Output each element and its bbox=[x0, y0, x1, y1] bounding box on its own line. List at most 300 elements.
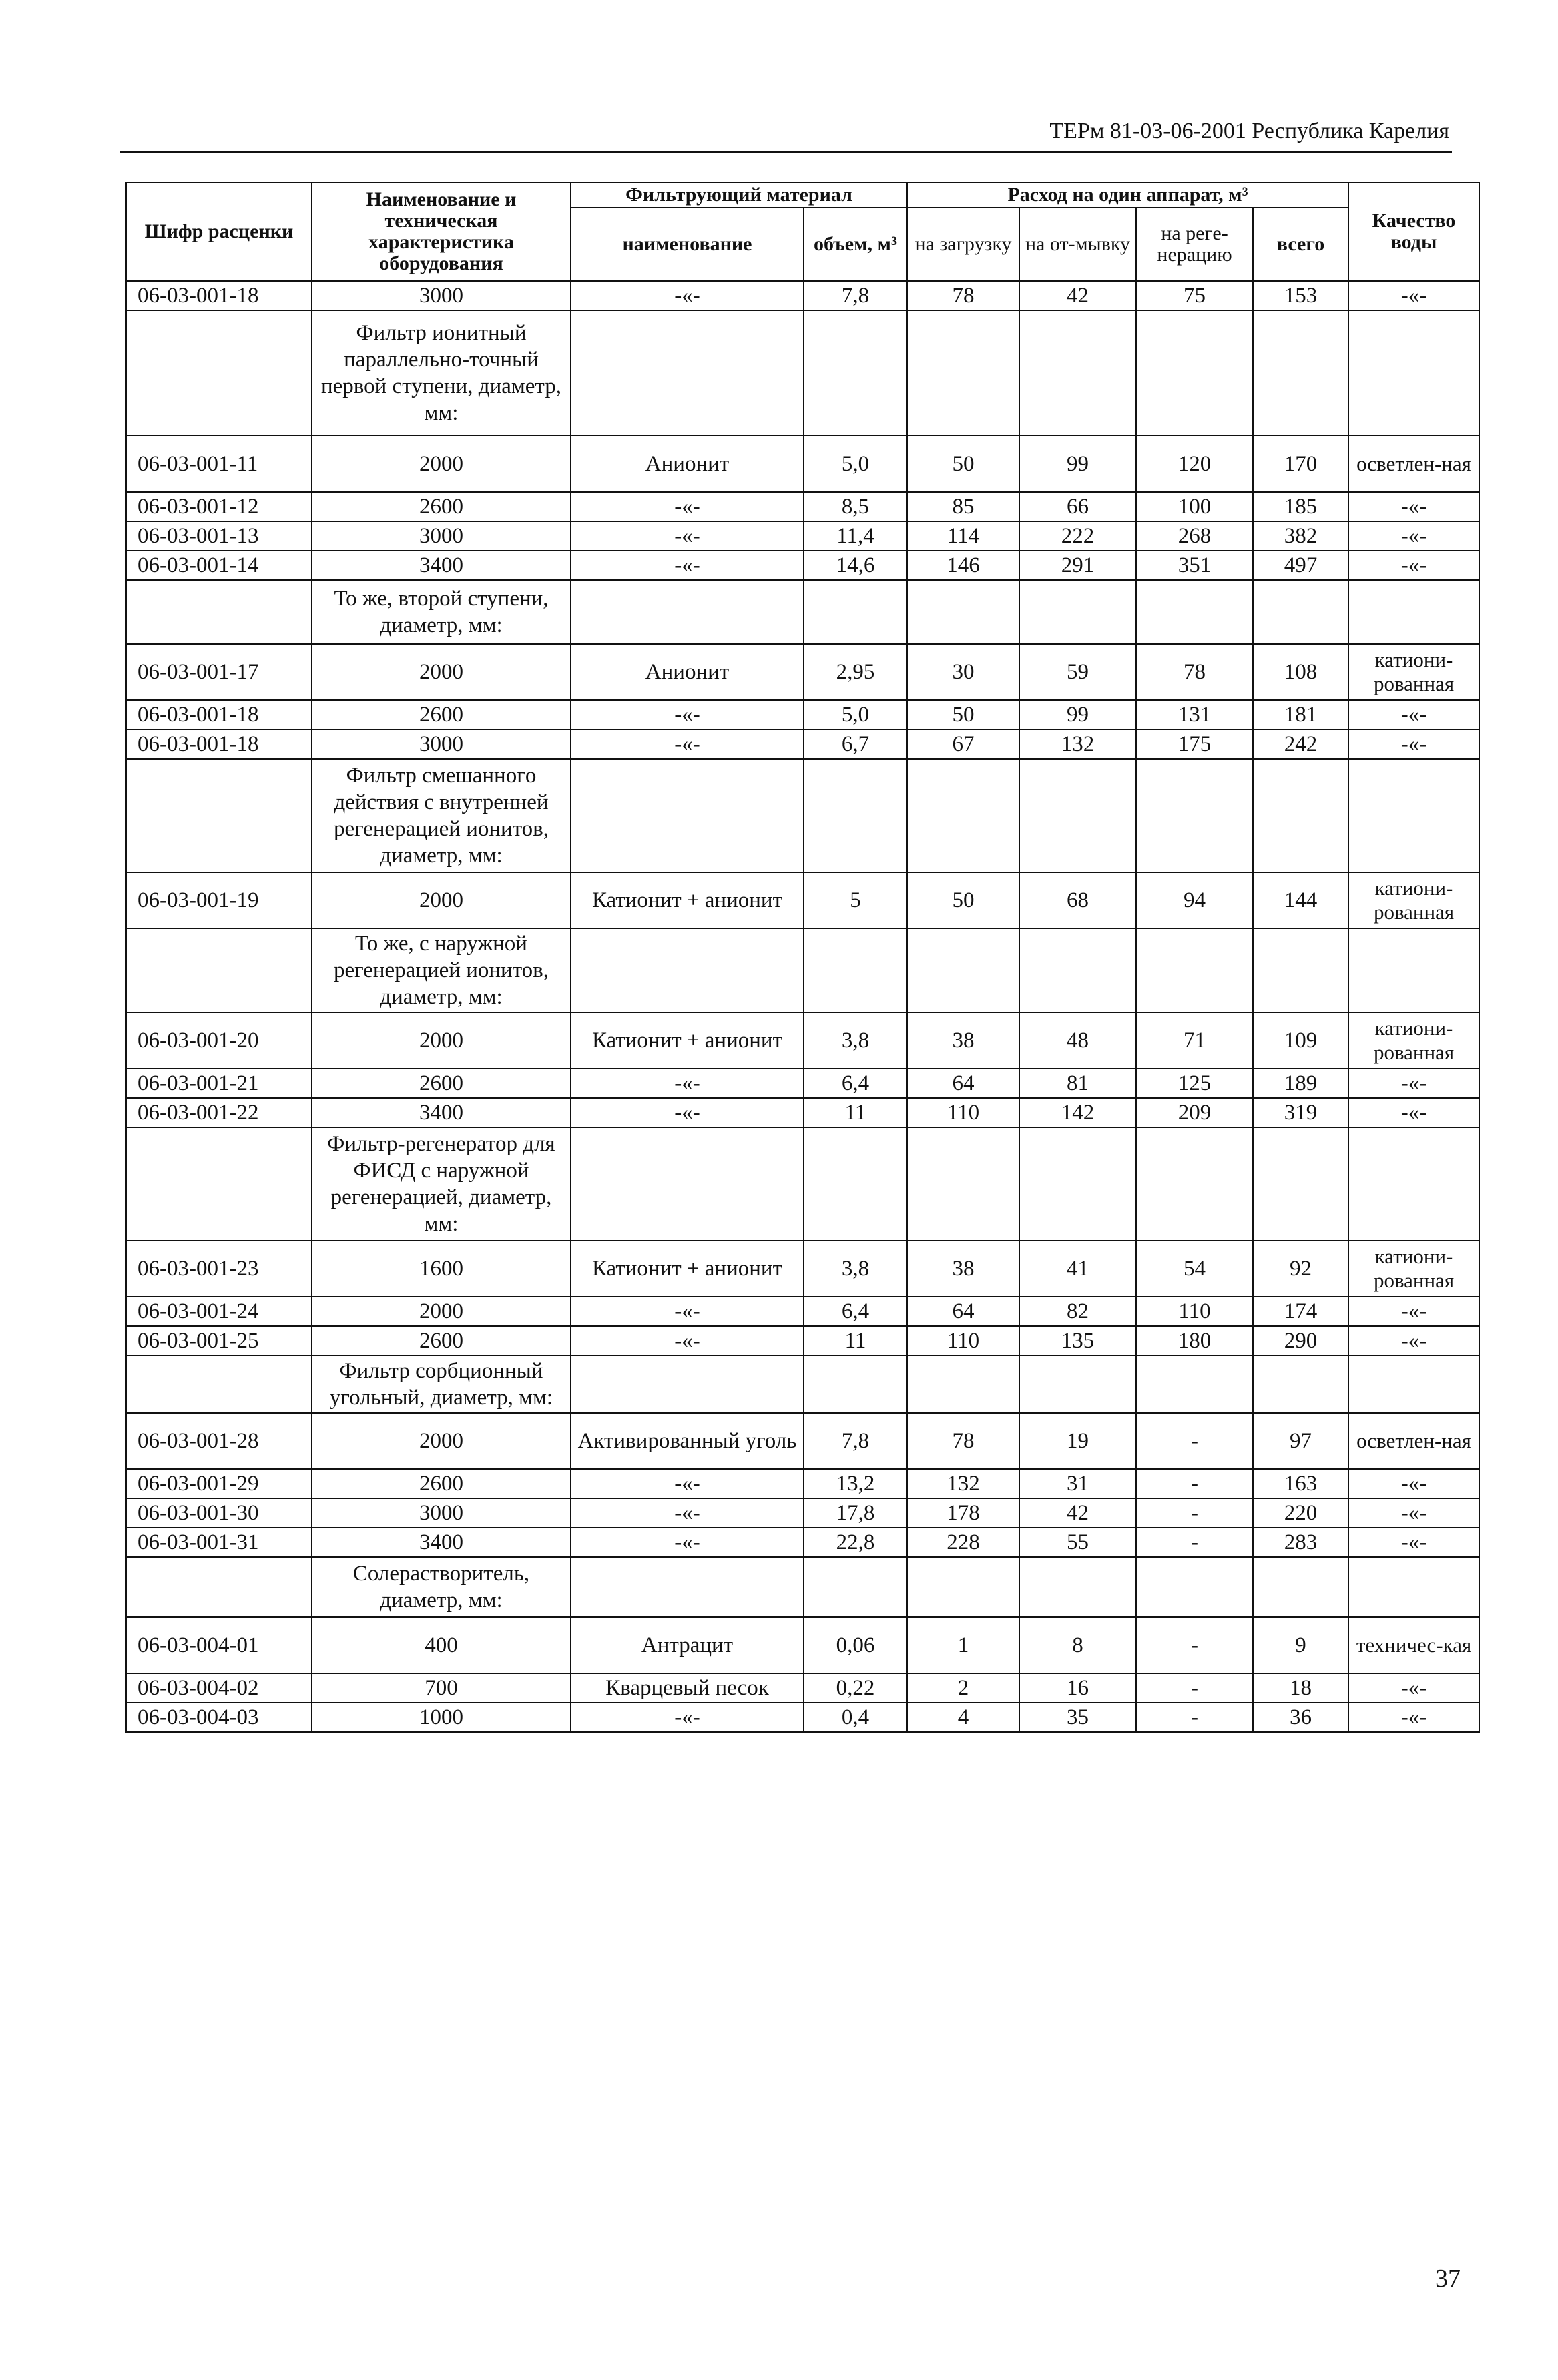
empty-cell bbox=[126, 580, 312, 644]
cell-code: 06-03-001-21 bbox=[126, 1069, 312, 1098]
empty-cell bbox=[571, 759, 804, 872]
table-row bbox=[126, 729, 1479, 759]
cell-total: 170 bbox=[1253, 436, 1348, 492]
cell-regen: 125 bbox=[1136, 1069, 1253, 1098]
cell-material: Катионит + анионит bbox=[571, 872, 804, 928]
cell-code: 06-03-004-02 bbox=[126, 1673, 312, 1703]
empty-cell bbox=[1348, 928, 1479, 1012]
empty-cell bbox=[126, 928, 312, 1012]
cell-total: 283 bbox=[1253, 1528, 1348, 1557]
cell-regen: 120 bbox=[1136, 436, 1253, 492]
cell-volume: 0,22 bbox=[804, 1673, 907, 1703]
cell-code: 06-03-001-28 bbox=[126, 1413, 312, 1469]
cell-regen: 78 bbox=[1136, 644, 1253, 700]
cell-code: 06-03-001-19 bbox=[126, 872, 312, 928]
cell-volume: 22,8 bbox=[804, 1528, 907, 1557]
section-title: Солерастворитель, диаметр, мм: bbox=[312, 1557, 571, 1617]
page-header bbox=[120, 113, 1452, 153]
cell-quality: осветлен-ная bbox=[1348, 436, 1479, 492]
cell-regen: - bbox=[1136, 1673, 1253, 1703]
cell-code: 06-03-004-03 bbox=[126, 1703, 312, 1732]
cell-total: 181 bbox=[1253, 700, 1348, 729]
cell-material: -«- bbox=[571, 551, 804, 580]
cell-name: 2600 bbox=[312, 700, 571, 729]
empty-cell bbox=[1253, 759, 1348, 872]
empty-cell bbox=[907, 580, 1019, 644]
table-row bbox=[126, 1098, 1479, 1127]
cell-load: 50 bbox=[907, 700, 1019, 729]
empty-cell bbox=[804, 580, 907, 644]
cell-load: 38 bbox=[907, 1241, 1019, 1297]
cell-code: 06-03-004-01 bbox=[126, 1617, 312, 1673]
empty-cell bbox=[1019, 310, 1136, 436]
cell-volume: 0,4 bbox=[804, 1703, 907, 1732]
cell-volume: 3,8 bbox=[804, 1012, 907, 1069]
empty-cell bbox=[126, 1127, 312, 1241]
empty-cell bbox=[1136, 928, 1253, 1012]
empty-cell bbox=[571, 310, 804, 436]
section-title: Фильтр ионитный параллельно-точный первой ступени, диаметр, мм: bbox=[312, 310, 571, 436]
cell-total: 220 bbox=[1253, 1498, 1348, 1528]
cell-material: -«- bbox=[571, 1498, 804, 1528]
cell-total: 153 bbox=[1253, 281, 1348, 310]
cell-load: 178 bbox=[907, 1498, 1019, 1528]
cell-name: 3000 bbox=[312, 729, 571, 759]
cell-code: 06-03-001-23 bbox=[126, 1241, 312, 1297]
cell-total: 36 bbox=[1253, 1703, 1348, 1732]
cell-material: Катионит + анионит bbox=[571, 1241, 804, 1297]
empty-cell bbox=[1019, 580, 1136, 644]
cell-total: 92 bbox=[1253, 1241, 1348, 1297]
cell-material: Анионит bbox=[571, 436, 804, 492]
cell-load: 67 bbox=[907, 729, 1019, 759]
cell-name: 3000 bbox=[312, 1498, 571, 1528]
header-total: всего bbox=[1253, 208, 1348, 281]
cell-total: 319 bbox=[1253, 1098, 1348, 1127]
cell-total: 174 bbox=[1253, 1297, 1348, 1326]
empty-cell bbox=[1253, 580, 1348, 644]
table-row bbox=[126, 492, 1479, 521]
empty-cell bbox=[1019, 1356, 1136, 1413]
cell-wash: 291 bbox=[1019, 551, 1136, 580]
table-row bbox=[126, 1617, 1479, 1673]
cell-volume: 3,8 bbox=[804, 1241, 907, 1297]
cell-material: -«- bbox=[571, 1326, 804, 1356]
table-row bbox=[126, 1326, 1479, 1356]
header-filter-material: Фильтрующий материал bbox=[571, 182, 907, 208]
empty-cell bbox=[1136, 759, 1253, 872]
cell-total: 290 bbox=[1253, 1326, 1348, 1356]
cell-total: 9 bbox=[1253, 1617, 1348, 1673]
cell-regen: 351 bbox=[1136, 551, 1253, 580]
header-load: на загрузку bbox=[907, 208, 1019, 281]
cell-wash: 35 bbox=[1019, 1703, 1136, 1732]
cell-code: 06-03-001-20 bbox=[126, 1012, 312, 1069]
cell-load: 4 bbox=[907, 1703, 1019, 1732]
empty-cell bbox=[1348, 759, 1479, 872]
empty-cell bbox=[1019, 759, 1136, 872]
cell-wash: 42 bbox=[1019, 281, 1136, 310]
header-consumption: Расход на один аппарат, м³ bbox=[907, 182, 1348, 208]
cell-load: 78 bbox=[907, 1413, 1019, 1469]
cell-total: 163 bbox=[1253, 1469, 1348, 1498]
empty-cell bbox=[804, 928, 907, 1012]
cell-volume: 11,4 bbox=[804, 521, 907, 551]
cell-wash: 41 bbox=[1019, 1241, 1136, 1297]
cell-regen: 180 bbox=[1136, 1326, 1253, 1356]
cell-quality: -«- bbox=[1348, 1326, 1479, 1356]
cell-code: 06-03-001-14 bbox=[126, 551, 312, 580]
cell-volume: 17,8 bbox=[804, 1498, 907, 1528]
cell-wash: 42 bbox=[1019, 1498, 1136, 1528]
cell-wash: 19 bbox=[1019, 1413, 1136, 1469]
cell-quality: -«- bbox=[1348, 551, 1479, 580]
cell-load: 64 bbox=[907, 1297, 1019, 1326]
cell-regen: 175 bbox=[1136, 729, 1253, 759]
cell-quality: -«- bbox=[1348, 1703, 1479, 1732]
cell-wash: 142 bbox=[1019, 1098, 1136, 1127]
cell-name: 2000 bbox=[312, 436, 571, 492]
table-row bbox=[126, 1498, 1479, 1528]
cell-material: -«- bbox=[571, 700, 804, 729]
cell-code: 06-03-001-24 bbox=[126, 1297, 312, 1326]
cell-volume: 7,8 bbox=[804, 1413, 907, 1469]
cell-quality: -«- bbox=[1348, 1673, 1479, 1703]
cell-volume: 5,0 bbox=[804, 700, 907, 729]
empty-cell bbox=[1348, 1127, 1479, 1241]
empty-cell bbox=[1348, 1557, 1479, 1617]
cell-regen: 94 bbox=[1136, 872, 1253, 928]
cell-total: 144 bbox=[1253, 872, 1348, 928]
cell-quality: -«- bbox=[1348, 281, 1479, 310]
empty-cell bbox=[1253, 1557, 1348, 1617]
cell-material: -«- bbox=[571, 1098, 804, 1127]
cell-name: 1600 bbox=[312, 1241, 571, 1297]
cell-load: 228 bbox=[907, 1528, 1019, 1557]
table-row bbox=[126, 1673, 1479, 1703]
cell-volume: 8,5 bbox=[804, 492, 907, 521]
section-row bbox=[126, 928, 1479, 1012]
cell-wash: 66 bbox=[1019, 492, 1136, 521]
header-wash: на от-мывку bbox=[1019, 208, 1136, 281]
empty-cell bbox=[571, 1356, 804, 1413]
cell-wash: 99 bbox=[1019, 436, 1136, 492]
empty-cell bbox=[1253, 310, 1348, 436]
empty-cell bbox=[126, 1356, 312, 1413]
table-row bbox=[126, 644, 1479, 700]
cell-quality: -«- bbox=[1348, 1469, 1479, 1498]
cell-regen: 209 bbox=[1136, 1098, 1253, 1127]
table-row bbox=[126, 436, 1479, 492]
cell-wash: 68 bbox=[1019, 872, 1136, 928]
cell-load: 64 bbox=[907, 1069, 1019, 1098]
table-row bbox=[126, 551, 1479, 580]
cell-total: 497 bbox=[1253, 551, 1348, 580]
cell-material: -«- bbox=[571, 521, 804, 551]
cell-material: Катионит + анионит bbox=[571, 1012, 804, 1069]
cell-code: 06-03-001-25 bbox=[126, 1326, 312, 1356]
cell-name: 3400 bbox=[312, 551, 571, 580]
cell-load: 146 bbox=[907, 551, 1019, 580]
cell-total: 108 bbox=[1253, 644, 1348, 700]
norms-table bbox=[125, 182, 1480, 1733]
document-title: ТЕРм 81-03-06-2001 Республика Карелия bbox=[1049, 119, 1449, 143]
cell-quality: -«- bbox=[1348, 729, 1479, 759]
table-row bbox=[126, 1297, 1479, 1326]
section-title: Фильтр-регенератор для ФИСД с наружной регенерацией, диаметр, мм: bbox=[312, 1127, 571, 1241]
table-row bbox=[126, 1241, 1479, 1297]
table-row bbox=[126, 1528, 1479, 1557]
table-row bbox=[126, 1413, 1479, 1469]
cell-wash: 132 bbox=[1019, 729, 1136, 759]
section-row bbox=[126, 310, 1479, 436]
empty-cell bbox=[1136, 1557, 1253, 1617]
empty-cell bbox=[907, 1356, 1019, 1413]
cell-name: 2000 bbox=[312, 1012, 571, 1069]
cell-code: 06-03-001-17 bbox=[126, 644, 312, 700]
cell-quality: осветлен-ная bbox=[1348, 1413, 1479, 1469]
table-body bbox=[126, 281, 1479, 1732]
empty-cell bbox=[1348, 580, 1479, 644]
table-row bbox=[126, 1069, 1479, 1098]
cell-material: -«- bbox=[571, 729, 804, 759]
empty-cell bbox=[571, 1557, 804, 1617]
cell-name: 2000 bbox=[312, 1297, 571, 1326]
cell-quality: катиони-рованная bbox=[1348, 644, 1479, 700]
empty-cell bbox=[907, 1127, 1019, 1241]
cell-regen: - bbox=[1136, 1413, 1253, 1469]
empty-cell bbox=[804, 1557, 907, 1617]
cell-wash: 135 bbox=[1019, 1326, 1136, 1356]
cell-name: 2600 bbox=[312, 492, 571, 521]
cell-total: 18 bbox=[1253, 1673, 1348, 1703]
section-title: Фильтр сорбционный угольный, диаметр, мм: bbox=[312, 1356, 571, 1413]
cell-total: 97 bbox=[1253, 1413, 1348, 1469]
cell-code: 06-03-001-18 bbox=[126, 281, 312, 310]
cell-quality: -«- bbox=[1348, 492, 1479, 521]
cell-total: 185 bbox=[1253, 492, 1348, 521]
empty-cell bbox=[126, 1557, 312, 1617]
cell-name: 2000 bbox=[312, 1413, 571, 1469]
cell-code: 06-03-001-30 bbox=[126, 1498, 312, 1528]
empty-cell bbox=[571, 928, 804, 1012]
cell-load: 2 bbox=[907, 1673, 1019, 1703]
cell-volume: 5 bbox=[804, 872, 907, 928]
cell-quality: -«- bbox=[1348, 1498, 1479, 1528]
cell-name: 2000 bbox=[312, 872, 571, 928]
cell-volume: 14,6 bbox=[804, 551, 907, 580]
table-row bbox=[126, 700, 1479, 729]
table-row bbox=[126, 521, 1479, 551]
cell-load: 78 bbox=[907, 281, 1019, 310]
cell-quality: -«- bbox=[1348, 1069, 1479, 1098]
cell-load: 110 bbox=[907, 1098, 1019, 1127]
cell-load: 38 bbox=[907, 1012, 1019, 1069]
cell-name: 3000 bbox=[312, 281, 571, 310]
cell-regen: - bbox=[1136, 1617, 1253, 1673]
cell-quality: -«- bbox=[1348, 1297, 1479, 1326]
cell-regen: 71 bbox=[1136, 1012, 1253, 1069]
section-row bbox=[126, 580, 1479, 644]
empty-cell bbox=[1348, 310, 1479, 436]
cell-code: 06-03-001-18 bbox=[126, 729, 312, 759]
empty-cell bbox=[1136, 1127, 1253, 1241]
cell-volume: 2,95 bbox=[804, 644, 907, 700]
section-row bbox=[126, 1356, 1479, 1413]
cell-name: 3000 bbox=[312, 521, 571, 551]
header-material-name: наименование bbox=[571, 208, 804, 281]
cell-quality: -«- bbox=[1348, 521, 1479, 551]
cell-code: 06-03-001-12 bbox=[126, 492, 312, 521]
cell-load: 50 bbox=[907, 436, 1019, 492]
header-regen: на реге-нерацию bbox=[1136, 208, 1253, 281]
section-row bbox=[126, 759, 1479, 872]
empty-cell bbox=[571, 1127, 804, 1241]
cell-volume: 13,2 bbox=[804, 1469, 907, 1498]
cell-quality: катиони-рованная bbox=[1348, 872, 1479, 928]
cell-material: Анионит bbox=[571, 644, 804, 700]
cell-wash: 222 bbox=[1019, 521, 1136, 551]
cell-volume: 11 bbox=[804, 1098, 907, 1127]
empty-cell bbox=[1019, 1127, 1136, 1241]
header-name: Наименование и техническая характеристика оборудования bbox=[312, 182, 571, 281]
cell-name: 3400 bbox=[312, 1528, 571, 1557]
cell-regen: 268 bbox=[1136, 521, 1253, 551]
cell-wash: 81 bbox=[1019, 1069, 1136, 1098]
table-row bbox=[126, 1703, 1479, 1732]
cell-load: 114 bbox=[907, 521, 1019, 551]
cell-material: Антрацит bbox=[571, 1617, 804, 1673]
table-row bbox=[126, 1469, 1479, 1498]
cell-quality: катиони-рованная bbox=[1348, 1241, 1479, 1297]
cell-volume: 5,0 bbox=[804, 436, 907, 492]
empty-cell bbox=[1019, 928, 1136, 1012]
cell-wash: 8 bbox=[1019, 1617, 1136, 1673]
cell-name: 2600 bbox=[312, 1469, 571, 1498]
cell-name: 2000 bbox=[312, 644, 571, 700]
section-row bbox=[126, 1127, 1479, 1241]
cell-total: 189 bbox=[1253, 1069, 1348, 1098]
cell-volume: 7,8 bbox=[804, 281, 907, 310]
section-title: То же, с наружной регенерацией ионитов, диаметр, мм: bbox=[312, 928, 571, 1012]
header-quality: Качество воды bbox=[1348, 182, 1479, 281]
empty-cell bbox=[1136, 580, 1253, 644]
cell-code: 06-03-001-22 bbox=[126, 1098, 312, 1127]
cell-regen: 100 bbox=[1136, 492, 1253, 521]
cell-regen: 75 bbox=[1136, 281, 1253, 310]
cell-load: 85 bbox=[907, 492, 1019, 521]
cell-code: 06-03-001-11 bbox=[126, 436, 312, 492]
cell-total: 242 bbox=[1253, 729, 1348, 759]
empty-cell bbox=[126, 310, 312, 436]
cell-regen: 54 bbox=[1136, 1241, 1253, 1297]
cell-name: 1000 bbox=[312, 1703, 571, 1732]
cell-quality: -«- bbox=[1348, 700, 1479, 729]
section-title: То же, второй ступени, диаметр, мм: bbox=[312, 580, 571, 644]
cell-load: 50 bbox=[907, 872, 1019, 928]
cell-name: 2600 bbox=[312, 1326, 571, 1356]
cell-volume: 6,7 bbox=[804, 729, 907, 759]
cell-code: 06-03-001-13 bbox=[126, 521, 312, 551]
cell-name: 2600 bbox=[312, 1069, 571, 1098]
cell-wash: 99 bbox=[1019, 700, 1136, 729]
cell-load: 1 bbox=[907, 1617, 1019, 1673]
cell-material: -«- bbox=[571, 1297, 804, 1326]
cell-material: Кварцевый песок bbox=[571, 1673, 804, 1703]
cell-volume: 11 bbox=[804, 1326, 907, 1356]
empty-cell bbox=[804, 310, 907, 436]
empty-cell bbox=[1253, 1127, 1348, 1241]
table-row bbox=[126, 872, 1479, 928]
cell-regen: - bbox=[1136, 1528, 1253, 1557]
cell-regen: - bbox=[1136, 1469, 1253, 1498]
cell-load: 30 bbox=[907, 644, 1019, 700]
cell-wash: 59 bbox=[1019, 644, 1136, 700]
table-row bbox=[126, 1012, 1479, 1069]
empty-cell bbox=[1136, 310, 1253, 436]
cell-code: 06-03-001-31 bbox=[126, 1528, 312, 1557]
cell-quality: -«- bbox=[1348, 1528, 1479, 1557]
empty-cell bbox=[804, 1356, 907, 1413]
cell-quality: техничес-кая bbox=[1348, 1617, 1479, 1673]
section-row bbox=[126, 1557, 1479, 1617]
cell-wash: 82 bbox=[1019, 1297, 1136, 1326]
cell-total: 382 bbox=[1253, 521, 1348, 551]
cell-regen: - bbox=[1136, 1703, 1253, 1732]
empty-cell bbox=[907, 759, 1019, 872]
empty-cell bbox=[907, 928, 1019, 1012]
cell-load: 132 bbox=[907, 1469, 1019, 1498]
cell-regen: 131 bbox=[1136, 700, 1253, 729]
empty-cell bbox=[1348, 1356, 1479, 1413]
cell-name: 400 bbox=[312, 1617, 571, 1673]
cell-wash: 16 bbox=[1019, 1673, 1136, 1703]
cell-regen: - bbox=[1136, 1498, 1253, 1528]
cell-material: -«- bbox=[571, 1703, 804, 1732]
empty-cell bbox=[804, 1127, 907, 1241]
empty-cell bbox=[126, 759, 312, 872]
cell-material: -«- bbox=[571, 1469, 804, 1498]
cell-volume: 6,4 bbox=[804, 1297, 907, 1326]
cell-quality: катиони-рованная bbox=[1348, 1012, 1479, 1069]
empty-cell bbox=[907, 1557, 1019, 1617]
cell-wash: 31 bbox=[1019, 1469, 1136, 1498]
header-code: Шифр расценки bbox=[126, 182, 312, 281]
cell-material: -«- bbox=[571, 492, 804, 521]
cell-quality: -«- bbox=[1348, 1098, 1479, 1127]
empty-cell bbox=[1019, 1557, 1136, 1617]
table-row bbox=[126, 281, 1479, 310]
page-number: 37 bbox=[1435, 2265, 1461, 2293]
cell-material: -«- bbox=[571, 1069, 804, 1098]
cell-regen: 110 bbox=[1136, 1297, 1253, 1326]
empty-cell bbox=[907, 310, 1019, 436]
empty-cell bbox=[804, 759, 907, 872]
cell-wash: 48 bbox=[1019, 1012, 1136, 1069]
cell-material: Активированный уголь bbox=[571, 1413, 804, 1469]
empty-cell bbox=[571, 580, 804, 644]
cell-code: 06-03-001-18 bbox=[126, 700, 312, 729]
empty-cell bbox=[1136, 1356, 1253, 1413]
cell-total: 109 bbox=[1253, 1012, 1348, 1069]
empty-cell bbox=[1253, 1356, 1348, 1413]
cell-volume: 0,06 bbox=[804, 1617, 907, 1673]
cell-wash: 55 bbox=[1019, 1528, 1136, 1557]
table-header bbox=[126, 182, 1479, 281]
cell-name: 700 bbox=[312, 1673, 571, 1703]
cell-code: 06-03-001-29 bbox=[126, 1469, 312, 1498]
cell-volume: 6,4 bbox=[804, 1069, 907, 1098]
